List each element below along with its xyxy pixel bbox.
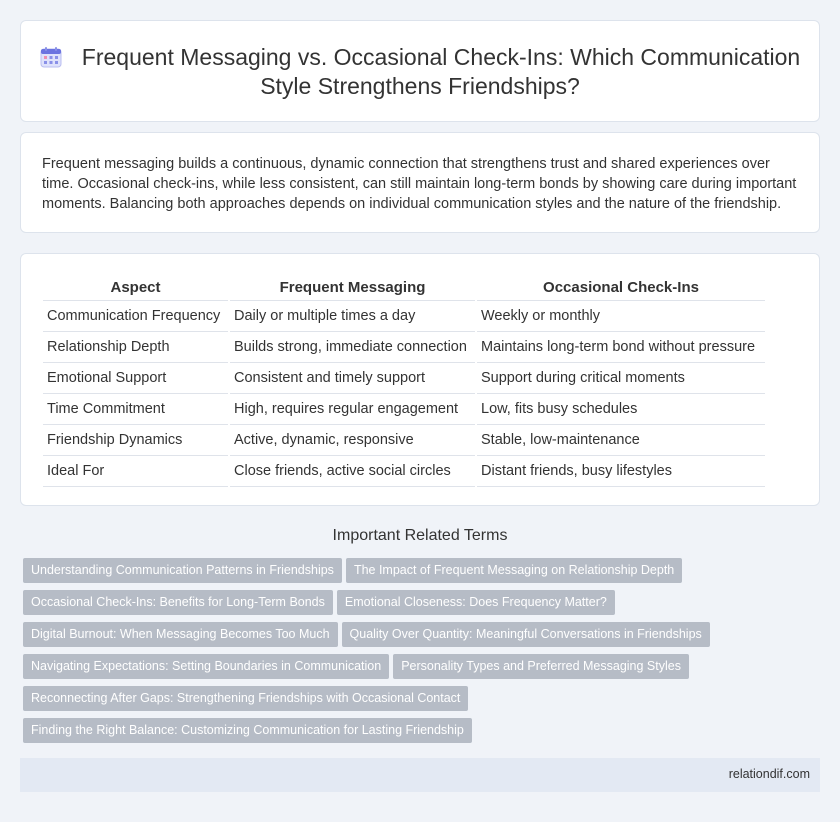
related-term-tag[interactable]: Finding the Right Balance: Customizing Communication for Lasting Friendship — [23, 718, 472, 743]
related-terms-list — [23, 558, 823, 750]
cell-occasional: Maintains long-term bond without pressure — [476, 332, 765, 363]
related-term-tag[interactable]: Quality Over Quantity: Meaningful Conversations in Friendships — [342, 622, 710, 647]
cell-aspect: Communication Frequency — [43, 301, 229, 332]
cell-aspect: Friendship Dynamics — [43, 425, 229, 456]
related-term-tag[interactable]: Occasional Check-Ins: Benefits for Long-Term Bonds — [23, 590, 333, 615]
footer — [20, 758, 820, 792]
cell-frequent: Active, dynamic, responsive — [229, 425, 476, 456]
title-card — [20, 20, 820, 122]
table-row — [43, 301, 765, 332]
related-terms-heading: Important Related Terms — [332, 527, 508, 544]
cell-occasional: Stable, low-maintenance — [476, 425, 765, 456]
cell-aspect: Emotional Support — [43, 363, 229, 394]
cell-occasional: Low, fits busy schedules — [476, 394, 765, 425]
cell-occasional: Distant friends, busy lifestyles — [476, 456, 765, 487]
cell-occasional: Support during critical moments — [476, 363, 765, 394]
related-term-tag[interactable]: Digital Burnout: When Messaging Becomes Too Much — [23, 622, 338, 647]
page-title-wrap — [21, 43, 819, 101]
cell-aspect: Ideal For — [43, 456, 229, 487]
comparison-card — [20, 253, 820, 506]
cell-aspect: Relationship Depth — [43, 332, 229, 363]
related-term-tag[interactable]: The Impact of Frequent Messaging on Relationship Depth — [346, 558, 682, 583]
comparison-table — [43, 276, 765, 487]
description-text: Frequent messaging builds a continuous, dynamic connection that strengthens trust and shared experiences over time. Occasional check-ins, while less consistent, can still maintain long-term bonds by showing care during important moments. Balancing both approaches depends on individual communication styles and the nature of the friendship. — [42, 156, 797, 212]
related-term-tag[interactable]: Personality Types and Preferred Messaging Styles — [393, 654, 689, 679]
header-frequent-messaging: Frequent Messaging — [229, 276, 476, 301]
related-term-tag[interactable]: Reconnecting After Gaps: Strengthening Friendships with Occasional Contact — [23, 686, 468, 711]
table-header-row — [43, 276, 765, 301]
cell-aspect: Time Commitment — [43, 394, 229, 425]
table-row — [43, 363, 765, 394]
cell-frequent: Close friends, active social circles — [229, 456, 476, 487]
cell-occasional: Weekly or monthly — [476, 301, 765, 332]
related-term-tag[interactable]: Navigating Expectations: Setting Boundaries in Communication — [23, 654, 389, 679]
table-row — [43, 394, 765, 425]
cell-frequent: Builds strong, immediate connection — [229, 332, 476, 363]
table-row — [43, 425, 765, 456]
calendar-icon — [40, 46, 62, 68]
page-title: Frequent Messaging vs. Occasional Check-Ins: Which Communication Style Strengthens Friendships? — [81, 44, 801, 99]
related-term-tag[interactable]: Emotional Closeness: Does Frequency Matter? — [337, 590, 615, 615]
table-row — [43, 456, 765, 487]
cell-frequent: Daily or multiple times a day — [229, 301, 476, 332]
related-term-tag[interactable]: Understanding Communication Patterns in Friendships — [23, 558, 342, 583]
header-aspect: Aspect — [110, 278, 161, 296]
cell-frequent: High, requires regular engagement — [229, 394, 476, 425]
cell-frequent: Consistent and timely support — [229, 363, 476, 394]
table-row — [43, 332, 765, 363]
description-card — [20, 132, 820, 233]
header-occasional-check-ins: Occasional Check-Ins — [476, 276, 765, 301]
footer-site-link[interactable]: relationdif.com — [728, 767, 810, 781]
